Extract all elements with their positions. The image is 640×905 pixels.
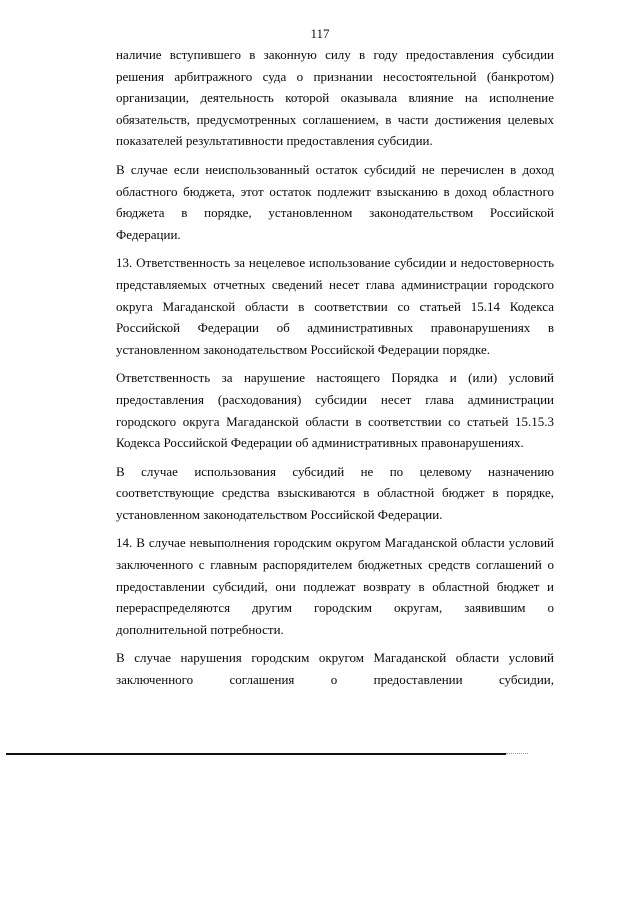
- page-number: 117: [310, 26, 330, 41]
- footer-rule: [6, 753, 506, 755]
- document-body: [116, 44, 554, 691]
- paragraph-5: В случае использования субсидий не по целевому назначению соответствующие средства взыскиваются в областной бюджет в порядке, установленном законодательством Российской Федерации.: [116, 463, 554, 522]
- paragraph-7: В случае нарушения городским округом Магаданской области условий заключенного соглашения о предоставлении субсидии,: [116, 650, 554, 688]
- paragraph-3: 13. Ответственность за нецелевое использование субсидии и недостоверность представляемых отчетных сведений несет глава администрации городского округа Магаданской области в соответствии со статьей 15.14 Кодекса Российской Федерации об административных правонарушениях в установленном законодательством Российской Федерации порядке.: [116, 255, 554, 357]
- paragraph-4: Ответственность за нарушение настоящего Порядка и (или) условий предоставления (расходования) субсидии несет глава администрации городского округа Магаданской области в соответствии со статьей 15.15.3 Кодекса Российской Федерации об административных правонарушениях.: [116, 370, 554, 451]
- footer-rule-faint: [506, 753, 528, 754]
- paragraph-6: 14. В случае невыполнения городским округом Магаданской области условий заключенного с главным распорядителем бюджетных средств соглашений о предоставлении субсидий, они подлежат возврату в областной бюджет и перераспределяются другим городским округам, заявившим о дополнительной потребности.: [116, 535, 554, 637]
- paragraph-1: наличие вступившего в законную силу в году предоставления субсидии решения арбитражного суда о признании несостоятельной (банкротом) организации, деятельность которой оказывала влияние на исполнение обязательств, предусмотренных соглашением, в части достижения целевых показателей результативности предоставления субсидии.: [116, 47, 554, 149]
- paragraph-2: В случае если неиспользованный остаток субсидий не перечислен в доход областного бюджета, этот остаток подлежит взысканию в доход областного бюджета в порядке, установленном законодательством Российской Федерации.: [116, 161, 554, 242]
